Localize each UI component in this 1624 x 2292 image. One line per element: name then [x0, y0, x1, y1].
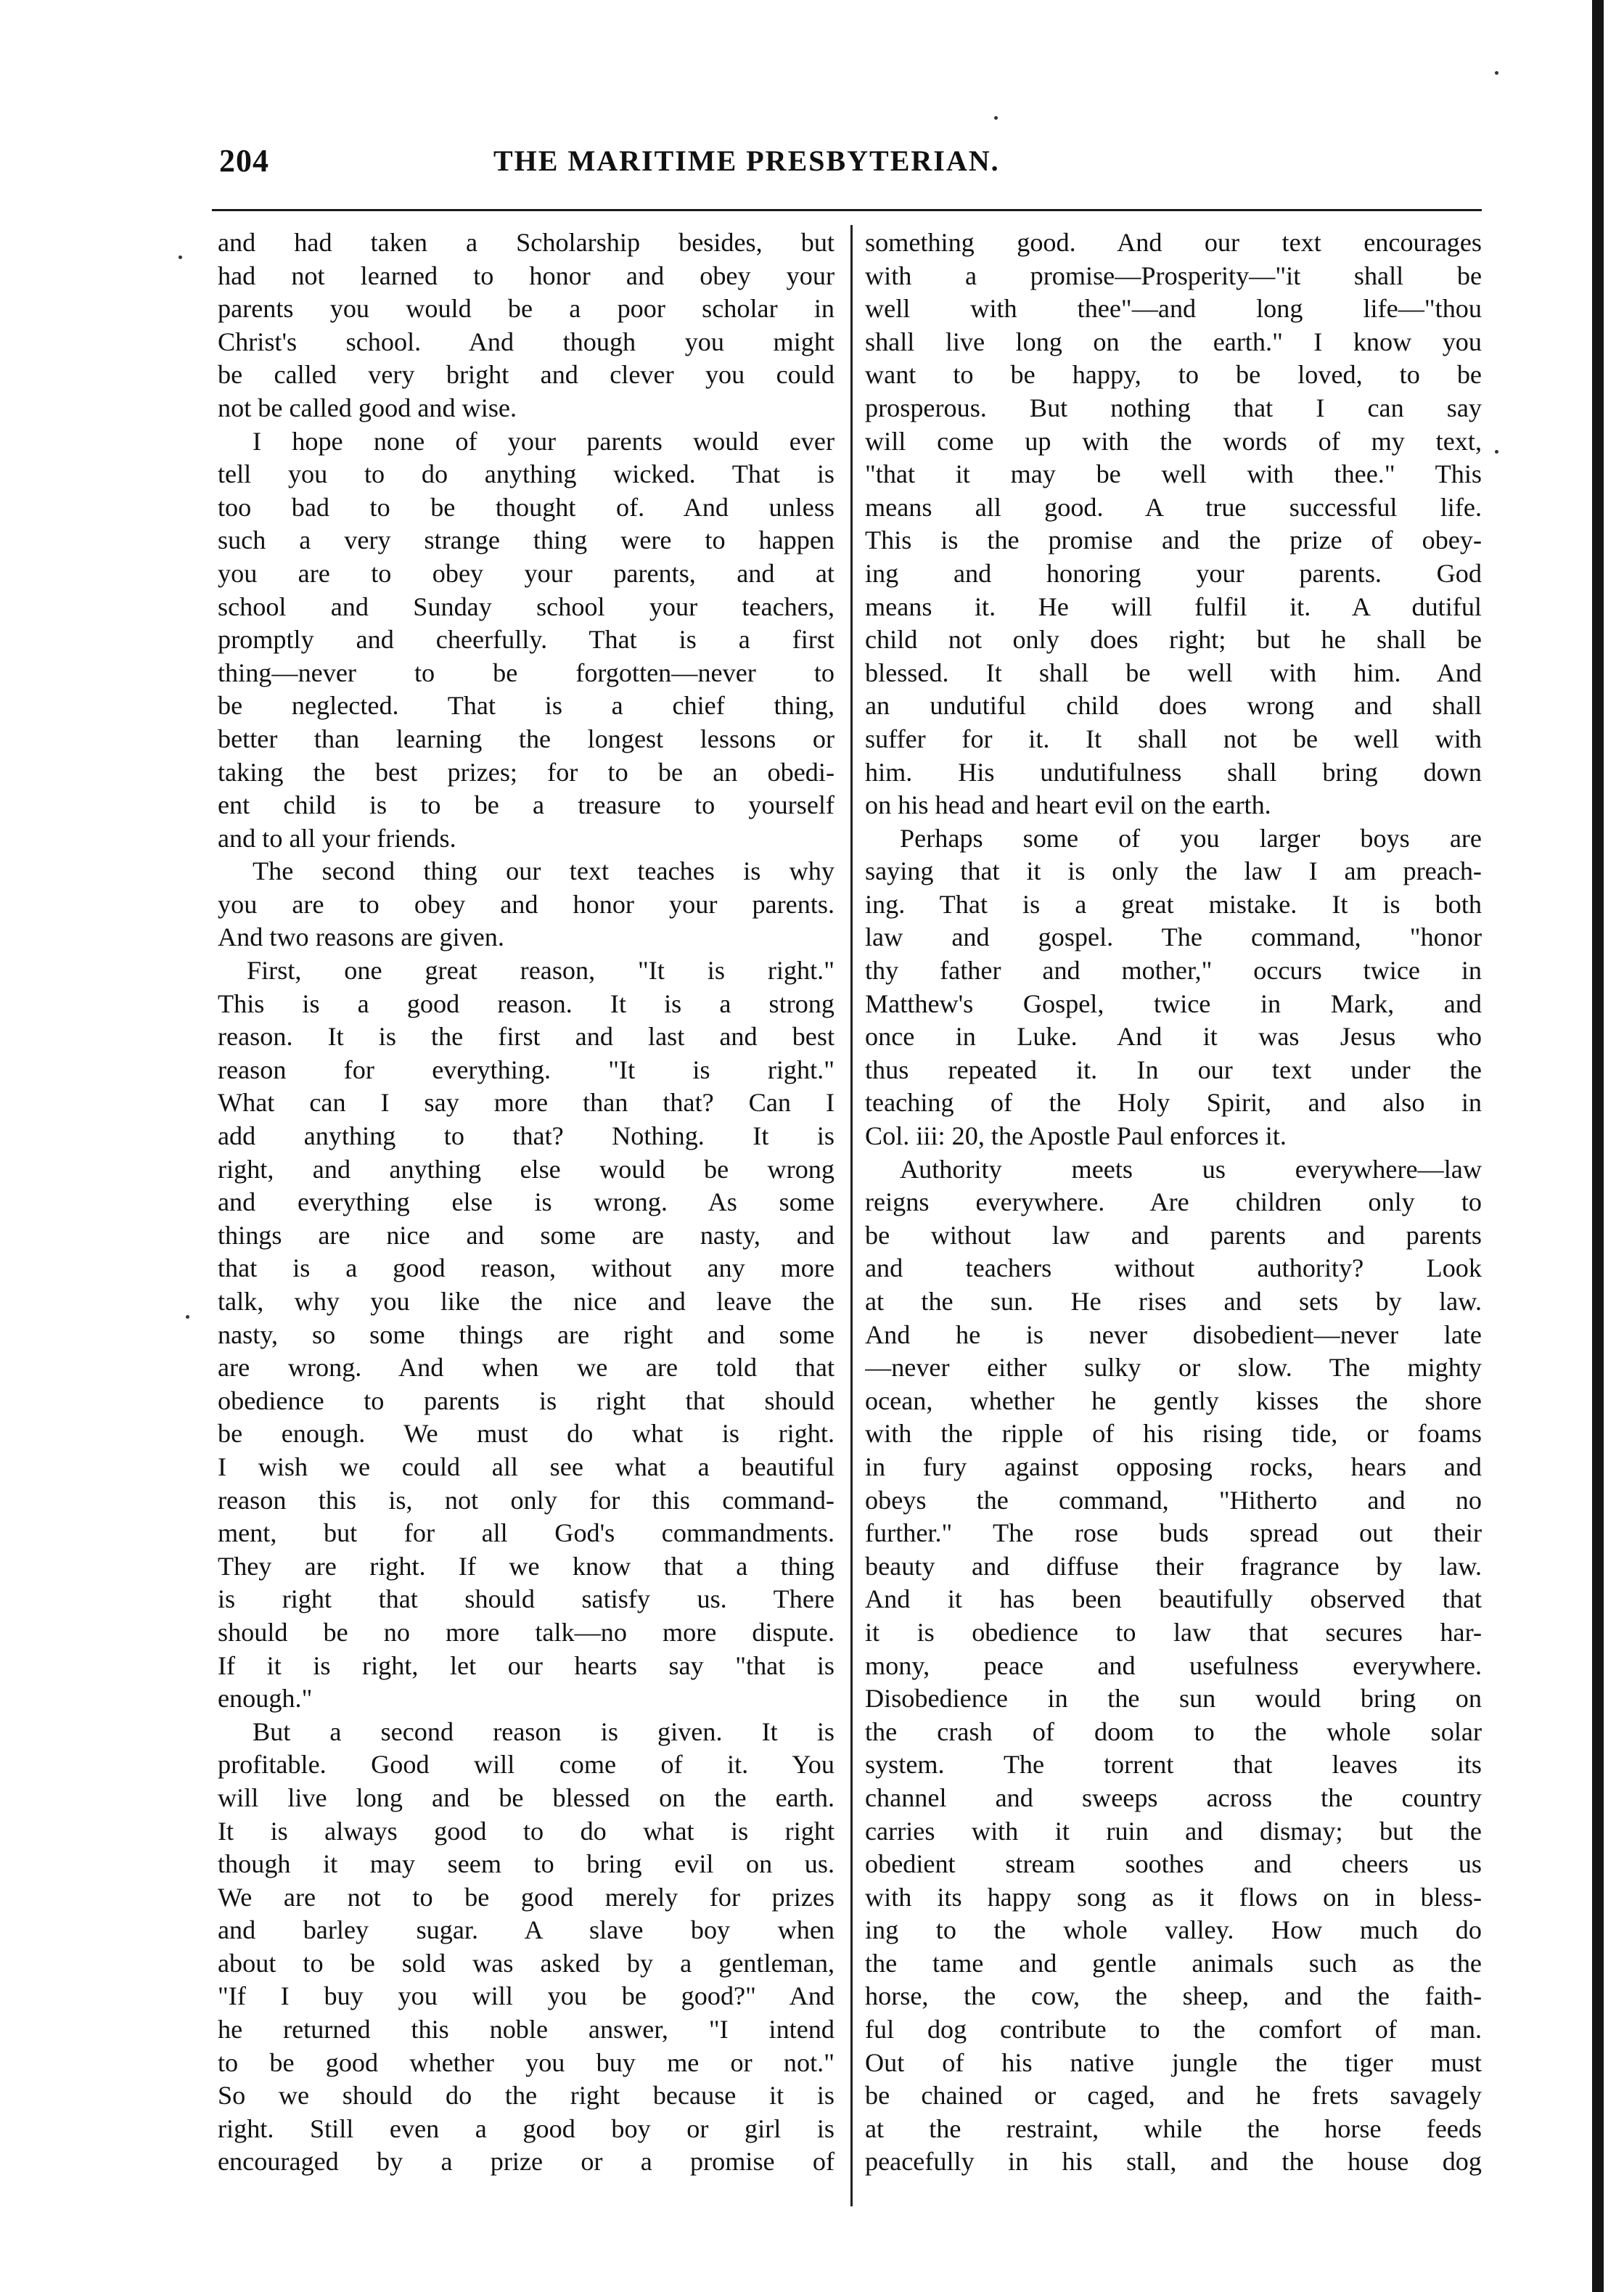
text-line: system. The torrent that leaves its: [865, 1750, 1482, 1780]
text-line: ent child is to be a treasure to yourself: [218, 790, 834, 820]
text-line: talk, why you like the nice and leave the: [218, 1287, 834, 1316]
text-line: to be good whether you buy me or not.": [218, 2047, 834, 2077]
column-divider: [850, 225, 853, 2206]
text-line: things are nice and some are nasty, and: [218, 1220, 834, 1250]
text-line: First, one great reason, "It is right.": [247, 956, 834, 986]
text-line: and barley sugar. A slave boy when: [218, 1915, 834, 1945]
scan-speck: [994, 116, 998, 120]
running-title: THE MARITIME PRESBYTERIAN.: [493, 144, 1000, 177]
text-line: law and gospel. The command, "honor: [865, 922, 1482, 952]
text-line: and teachers without authority? Look: [865, 1253, 1482, 1283]
text-line: with the ripple of his rising tide, or foams: [865, 1419, 1482, 1449]
text-line: We are not to be good merely for prizes: [218, 1882, 834, 1912]
text-line: be without law and parents and parents: [865, 1220, 1482, 1250]
text-line: promptly and cheerfully. That is a first: [218, 625, 834, 655]
text-line: something good. And our text encourages: [865, 228, 1482, 257]
text-line: the tame and gentle animals such as the: [865, 1948, 1482, 1978]
text-line: But a second reason is given. It is: [253, 1716, 834, 1746]
text-line: ful dog contribute to the comfort of man.: [865, 2015, 1482, 2045]
text-line: This is a good reason. It is a strong: [218, 989, 834, 1018]
text-line: be called very bright and clever you could: [218, 360, 834, 390]
right-column-text: [865, 226, 1482, 2179]
text-line: you are to obey your parents, and at: [218, 558, 834, 588]
text-line: school and Sunday school your teachers,: [218, 592, 834, 621]
text-line: means all good. A true successful life.: [865, 492, 1482, 522]
binding-edge: [1592, 0, 1604, 2292]
text-line: not be called good and wise.: [218, 393, 517, 422]
text-line: should be no more talk—no more dispute.: [218, 1617, 834, 1647]
scan-speck: [179, 255, 182, 259]
text-line: obeys the command, "Hitherto and no: [865, 1485, 1482, 1515]
text-line: Christ's school. And though you might: [218, 327, 834, 356]
text-line: This is the promise and the prize of obey-: [865, 525, 1482, 555]
text-line: Col. iii: 20, the Apostle Paul enforces it.: [865, 1121, 1287, 1151]
text-line: I hope none of your parents would ever: [253, 426, 834, 456]
text-line: be neglected. That is a chief thing,: [218, 691, 834, 721]
text-line: mony, peace and usefulness everywhere.: [865, 1650, 1482, 1680]
text-line: I wish we could all see what a beautiful: [218, 1452, 834, 1481]
text-line: with its happy song as it flows on in bless-: [865, 1882, 1482, 1912]
text-line: shall live long on the earth." I know you: [865, 327, 1482, 356]
text-line: And two reasons are given.: [218, 922, 504, 952]
page-number: 204: [219, 143, 269, 179]
text-line: What can I say more than that? Can I: [218, 1088, 834, 1118]
text-line: had not learned to honor and obey your: [218, 261, 834, 290]
text-line: reigns everywhere. Are children only to: [865, 1187, 1482, 1217]
text-line: better than learning the longest lessons or: [218, 724, 834, 753]
text-line: "that it may be well with thee." This: [865, 459, 1482, 489]
text-line: obedient stream soothes and cheers us: [865, 1849, 1482, 1879]
text-line: right. Still even a good boy or girl is: [218, 2113, 834, 2143]
left-column-text: [218, 226, 834, 2179]
text-line: be chained or caged, and he frets savagely: [865, 2081, 1482, 2111]
scan-speck: [186, 1315, 189, 1319]
text-line: are wrong. And when we are told that: [218, 1353, 834, 1383]
text-line: And he is never disobedient—never late: [865, 1319, 1482, 1349]
scan-speck: [1495, 450, 1498, 454]
text-line: reason for everything. "It is right.": [218, 1055, 834, 1084]
text-line: channel and sweeps across the country: [865, 1783, 1482, 1812]
text-line: beauty and diffuse their fragrance by law.: [865, 1551, 1482, 1581]
text-line: They are right. If we know that a thing: [218, 1551, 834, 1581]
text-line: carries with it ruin and dismay; but the: [865, 1816, 1482, 1846]
text-line: an undutiful child does wrong and shall: [865, 691, 1482, 721]
text-line: be enough. We must do what is right.: [218, 1419, 834, 1449]
text-line: saying that it is only the law I am preach-: [865, 856, 1482, 886]
text-line: Disobedience in the sun would bring on: [865, 1684, 1482, 1714]
text-line: it is obedience to law that secures har-: [865, 1617, 1482, 1647]
text-line: ing to the whole valley. How much do: [865, 1915, 1482, 1945]
text-line: and everything else is wrong. As some: [218, 1187, 834, 1217]
text-line: that is a good reason, without any more: [218, 1253, 834, 1283]
text-line: The second thing our text teaches is why: [253, 856, 834, 886]
text-line: and to all your friends.: [218, 823, 456, 853]
text-line: obedience to parents is right that should: [218, 1386, 834, 1415]
text-line: the crash of doom to the whole solar: [865, 1716, 1482, 1746]
text-line: child not only does right; but he shall be: [865, 625, 1482, 655]
text-line: suffer for it. It shall not be well with: [865, 724, 1482, 753]
text-line: reason. It is the first and last and best: [218, 1022, 834, 1052]
text-line: you are to obey and honor your parents.: [218, 889, 834, 919]
text-line: Perhaps some of you larger boys are: [900, 823, 1482, 853]
text-line: teaching of the Holy Spirit, and also in: [865, 1088, 1482, 1118]
text-line: reason this is, not only for this command-: [218, 1485, 834, 1515]
header-rule: [212, 209, 1482, 211]
text-line: will live long and be blessed on the earth.: [218, 1783, 834, 1812]
text-line: is right that should satisfy us. There: [218, 1584, 834, 1614]
text-line: Matthew's Gospel, twice in Mark, and: [865, 989, 1482, 1018]
text-line: once in Luke. And it was Jesus who: [865, 1022, 1482, 1052]
text-line: ment, but for all God's commandments.: [218, 1518, 834, 1548]
scan-speck: [1495, 71, 1498, 75]
text-line: peacefully in his stall, and the house dog: [865, 2147, 1482, 2177]
text-line: with a promise—Prosperity—"it shall be: [865, 261, 1482, 290]
text-line: parents you would be a poor scholar in: [218, 294, 834, 324]
text-line: It is always good to do what is right: [218, 1816, 834, 1846]
text-line: Out of his native jungle the tiger must: [865, 2047, 1482, 2077]
text-line: tell you to do anything wicked. That is: [218, 459, 834, 489]
text-line: though it may seem to bring evil on us.: [218, 1849, 834, 1879]
text-line: at the sun. He rises and sets by law.: [865, 1287, 1482, 1316]
text-line: ing and honoring your parents. God: [865, 558, 1482, 588]
text-line: ing. That is a great mistake. It is both: [865, 889, 1482, 919]
text-line: will come up with the words of my text,: [865, 426, 1482, 456]
text-line: encouraged by a prize or a promise of: [218, 2147, 834, 2177]
text-line: further." The rose buds spread out their: [865, 1518, 1482, 1548]
text-line: he returned this noble answer, "I intend: [218, 2015, 834, 2045]
text-line: in fury against opposing rocks, hears and: [865, 1452, 1482, 1481]
text-line: on his head and heart evil on the earth.: [865, 790, 1271, 820]
text-line: If it is right, let our hearts say "that is: [218, 1650, 834, 1680]
text-line: blessed. It shall be well with him. And: [865, 658, 1482, 687]
text-line: profitable. Good will come of it. You: [218, 1750, 834, 1780]
text-line: too bad to be thought of. And unless: [218, 492, 834, 522]
text-line: enough.": [218, 1684, 313, 1714]
text-line: add anything to that? Nothing. It is: [218, 1121, 834, 1151]
text-line: thy father and mother," occurs twice in: [865, 956, 1482, 986]
text-line: ocean, whether he gently kisses the shore: [865, 1386, 1482, 1415]
text-line: Authority meets us everywhere—law: [900, 1154, 1482, 1184]
text-line: thing—never to be forgotten—never to: [218, 658, 834, 687]
text-line: And it has been beautifully observed that: [865, 1584, 1482, 1614]
text-line: means it. He will fulfil it. A dutiful: [865, 592, 1482, 621]
text-line: horse, the cow, the sheep, and the faith-: [865, 1981, 1482, 2011]
text-line: such a very strange thing were to happen: [218, 525, 834, 555]
text-line: prosperous. But nothing that I can say: [865, 393, 1482, 422]
text-line: him. His undutifulness shall bring down: [865, 757, 1482, 787]
text-line: well with thee"—and long life—"thou: [865, 294, 1482, 324]
text-line: and had taken a Scholarship besides, but: [218, 228, 834, 257]
text-line: —never either sulky or slow. The mighty: [865, 1353, 1482, 1383]
text-line: right, and anything else would be wrong: [218, 1154, 834, 1184]
text-line: about to be sold was asked by a gentleman,: [218, 1948, 834, 1978]
text-line: "If I buy you will you be good?" And: [218, 1981, 834, 2011]
text-line: taking the best prizes; for to be an obedi-: [218, 757, 834, 787]
text-line: at the restraint, while the horse feeds: [865, 2113, 1482, 2143]
text-line: nasty, so some things are right and some: [218, 1319, 834, 1349]
text-line: So we should do the right because it is: [218, 2081, 834, 2111]
text-line: thus repeated it. In our text under the: [865, 1055, 1482, 1084]
text-line: want to be happy, to be loved, to be: [865, 360, 1482, 390]
